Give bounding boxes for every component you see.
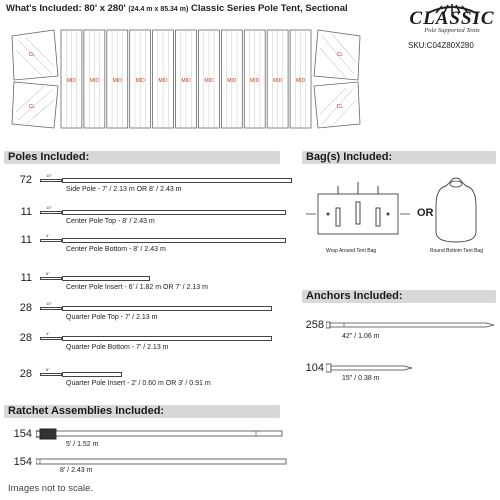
pole-pin: [40, 307, 62, 310]
pole-pin: [40, 211, 62, 214]
mid-label: MID: [112, 78, 122, 84]
pole-shaft: [62, 336, 272, 341]
classic-logo: [408, 4, 496, 38]
pole-shaft: [62, 210, 286, 215]
section-anchors: Anchors Included:: [302, 290, 496, 303]
pole-caption: Center Pole Bottom - 8' / 2.43 m: [66, 246, 166, 253]
pole-qty: 11: [20, 206, 32, 218]
pole-pin: [40, 239, 62, 242]
anchor-stake-long: [326, 320, 496, 330]
pole-qty: 11: [20, 272, 32, 284]
mid-label: MID: [181, 78, 191, 84]
scale-note: Images not to scale.: [8, 483, 94, 494]
anchor-qty: 104: [305, 362, 324, 374]
pole-shaft: [62, 178, 292, 183]
pole-caption: Center Pole Top - 8' / 2.43 m: [66, 218, 155, 225]
anchor-caption: 42" / 1.06 m: [342, 333, 380, 340]
pin-dimension: 10": [46, 301, 52, 306]
pole-shaft: [62, 306, 272, 311]
pole-pin: [40, 337, 62, 340]
anchor-stake-short: [326, 363, 416, 373]
tent-panel-diagram: [8, 28, 368, 132]
mid-label: MID: [295, 78, 306, 84]
round-bag-label: Round Bottom Tent Bag: [430, 248, 483, 254]
sku-label: SKU:C04Z80X280: [408, 41, 474, 50]
wrap-tent-bag-icon: [306, 182, 410, 234]
pole-pin: [40, 277, 62, 280]
page-title: [6, 3, 348, 14]
pole-shaft: [62, 276, 150, 281]
pole-caption: Quarter Pole Top - 7' / 2.13 m: [66, 314, 158, 321]
mid-label: MID: [273, 78, 283, 84]
pin-dimension: 10": [46, 173, 52, 178]
title-metric: (24.4 m x 85.34 m): [128, 6, 189, 13]
mid-label: MID: [204, 78, 214, 84]
pole-caption: Quarter Pole Insert - 2' / 0.60 m OR 3' / 0.91 m: [66, 380, 211, 387]
pole-pin: [40, 179, 62, 182]
pole-caption: Quarter Pole Bottom - 7' / 2.13 m: [66, 344, 169, 351]
logo-word: CLASSIC: [409, 8, 495, 29]
pole-caption: Center Pole Insert - 6' / 1.82 m OR 7' / 2.13 m: [66, 284, 208, 291]
ratchet-qty: 154: [13, 456, 32, 468]
mid-label: MID: [135, 78, 145, 84]
bags-illustration: [306, 172, 496, 252]
section-ratchets: Ratchet Assemblies Included:: [4, 405, 280, 418]
title-rest: Classic Series Pole Tent, Sectional: [190, 3, 348, 14]
pole-qty: 72: [19, 174, 32, 186]
mid-label: MID: [89, 78, 99, 84]
section-bags: Bag(s) Included:: [302, 151, 496, 164]
mid-label: MID: [158, 78, 168, 84]
bags-or: OR: [417, 207, 434, 219]
mid-label: MID: [250, 78, 260, 84]
ratchet-strap-5ft: [36, 428, 286, 440]
ratchet-strap-8ft: [36, 457, 296, 467]
corner-label: CL: [336, 52, 344, 58]
title-main: What's Included: 80' x 280': [6, 3, 126, 14]
pole-shaft: [62, 372, 122, 377]
pole-qty: 11: [20, 234, 32, 246]
pin-dimension: 6": [46, 271, 50, 276]
pole-qty: 28: [19, 332, 32, 344]
anchor-qty: 258: [305, 319, 324, 331]
pole-caption: Side Pole - 7' / 2.13 m OR 8' / 2.43 m: [66, 186, 182, 193]
anchor-caption: 15" / 0.38 m: [342, 375, 380, 382]
section-poles: Poles Included:: [4, 151, 280, 164]
wrap-bag-label: Wrap Around Tent Bag: [326, 248, 377, 254]
ratchet-caption: 5' / 1.52 m: [66, 441, 99, 448]
pin-dimension: 4": [46, 233, 50, 238]
round-bottom-tent-bag-icon: [436, 178, 476, 242]
corner-label: CL: [28, 52, 36, 58]
pin-dimension: 4": [46, 331, 50, 336]
corner-label: CL: [336, 104, 344, 110]
pin-dimension: 10": [46, 205, 52, 210]
mid-label: MID: [66, 78, 77, 84]
mid-label: MID: [227, 78, 237, 84]
corner-label: CL: [28, 104, 36, 110]
logo-tagline: Pole Supported Tents: [424, 27, 480, 34]
pole-qty: 28: [19, 368, 32, 380]
pole-qty: 28: [19, 302, 32, 314]
pole-pin: [40, 373, 62, 376]
ratchet-qty: 154: [13, 428, 32, 440]
ratchet-caption: 8' / 2.43 m: [60, 467, 93, 474]
pole-shaft: [62, 238, 286, 243]
pin-dimension: 6": [46, 367, 50, 372]
